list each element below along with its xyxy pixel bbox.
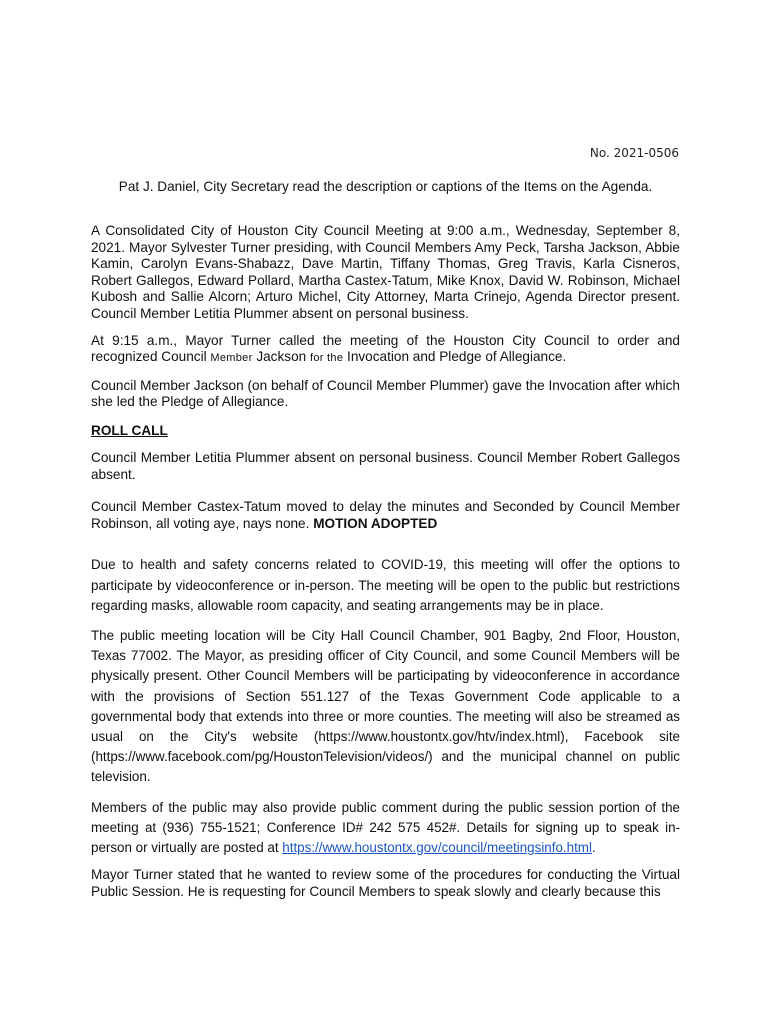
- meeting-paragraph: A Consolidated City of Houston City Council Meeting at 9:00 a.m., Wednesday, September 8, 2021. Mayor Sylvester Turner presiding, with Council Members Amy Peck, Tarsha Jackson, Abbie Kamin, Carolyn Evans-Shabazz, Dave Martin, Tiffany Thomas, Greg Travis, Karla Cisneros, Robert Gallegos, Edward Pollard, Martha Castex-Tatum, Mike Knox, David W. Robinson, Michael Kubosh and Sallie Alcorn; Arturo Michel, City Attorney, Marta Crinejo, Agenda Director present. Council Member Letitia Plummer absent on personal business.: [91, 223, 680, 321]
- call-to-order-text-2: Jackson: [252, 349, 310, 365]
- public-comment-end: .: [591, 839, 596, 855]
- call-to-order-text-3: Invocation and Pledge of Allegiance.: [343, 349, 567, 365]
- roll-call-heading: ROLL CALL: [91, 422, 168, 438]
- document-body: [91, 178, 680, 900]
- minutes-paragraph: [91, 499, 680, 532]
- call-to-order-member: Member: [210, 352, 253, 365]
- covid-paragraph: Due to health and safety concerns related to COVID-19, this meeting will offer the options to participate by videoconference or in-person. The meeting will be open to the public but restrictions regarding masks, allowable room capacity, and seating arrangements may be in place.: [91, 557, 680, 613]
- virtual-session-paragraph: Mayor Turner stated that he wanted to review some of the procedures for conducting the Virtual Public Session. He is requesting for Council Members to speak slowly and clearly because this: [91, 867, 680, 899]
- motion-adopted-label: MOTION ADOPTED: [313, 515, 438, 531]
- call-to-order-for-the: for the: [309, 352, 344, 365]
- meetings-info-link[interactable]: https://www.houstontx.gov/council/meetingsinfo.html: [282, 839, 592, 855]
- secretary-line: Pat J. Daniel, City Secretary read the description or captions of the Items on the Agenda.: [118, 179, 653, 194]
- public-comment-paragraph: [91, 798, 680, 859]
- location-paragraph: The public meeting location will be City Hall Council Chamber, 901 Bagby, 2nd Floor, Houston, Texas 77002. The Mayor, as presiding officer of City Council, and some Council Members will be physically present. Other Council Members will be participating by videoconference in accordance with the provisions of Section 551.127 of the Texas Government Code applicable to a governmental body that extends into three or more counties. The meeting will also be streamed as usual on the City's website (https://www.houstontx.gov/htv/index.html), Facebook site (https://www.facebook.com/pg/HoustonTelevision/videos/) and the municipal channel on public television.: [91, 627, 680, 785]
- document-number: No. 2021-0506: [589, 146, 679, 160]
- public-comment-text: Members of the public may also provide public comment during the public session portion of the meeting at (936) 755-1521; Conference ID# 242 575 452#. Details for signing up to speak in-person or virtually are posted at: [91, 799, 680, 855]
- invocation-paragraph: Council Member Jackson (on behalf of Council Member Plummer) gave the Invocation after which she led the Pledge of Allegiance.: [91, 377, 680, 410]
- minutes-text: Council Member Castex-Tatum moved to delay the minutes and Seconded by Council Member Robinson, all voting aye, nays none.: [91, 499, 680, 531]
- call-to-order-text-1: At 9:15 a.m., Mayor Turner called the meeting of the Houston City Council to order and recognized Council: [91, 332, 680, 365]
- absent-paragraph: Council Member Letitia Plummer absent on personal business. Council Member Robert Gallegos absent.: [91, 449, 680, 482]
- call-to-order-paragraph: [91, 333, 680, 367]
